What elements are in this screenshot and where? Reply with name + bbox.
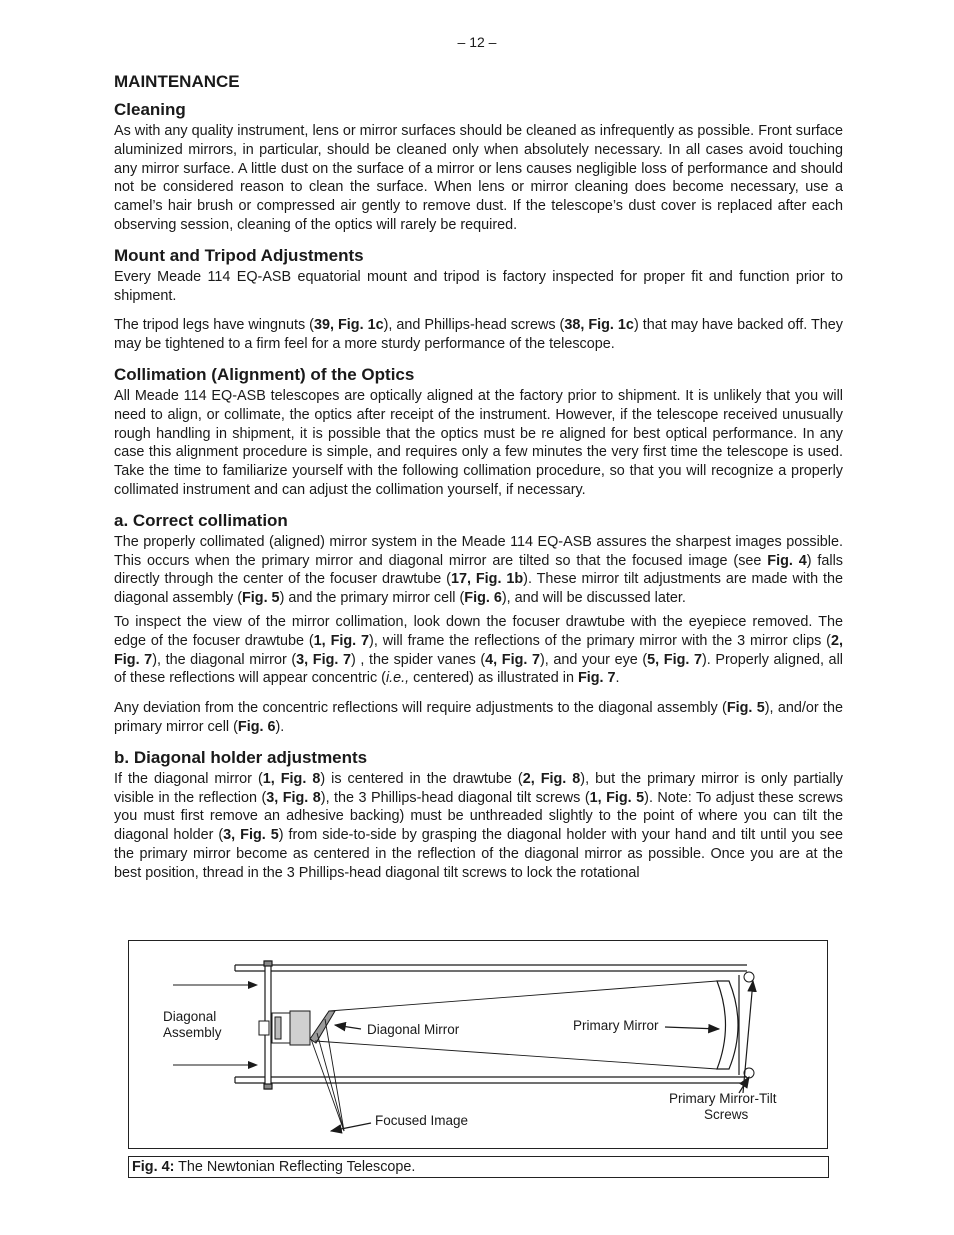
paragraph-diagonal: If the diagonal mirror (1, Fig. 8) is centered in the drawtube (2, Fig. 8), but the primary mirror is only partially visible in the reflection (3, Fig. 8), the 3 Phillips-head diagonal tilt screws (1, Fig. 5). Note: To adjust these screws you must first remove an adhesive backing) must be unthreaded slightly to the point of where you can tilt the diagonal holder (3, Fig. 5) from side-to-side by grasping the diagonal holder with your hand and tilt until you see the primary mirror become as centered in the reflection of the diagonal mirror as possible. Once you are at the best position, thread in the 3 Phillips-head diagonal tilt screws to lock the rotational bbox=[114, 770, 843, 881]
page-number: – 12 – bbox=[457, 34, 497, 50]
label-pointers bbox=[331, 981, 753, 1131]
label-tilt-screws-2: Screws bbox=[704, 1107, 749, 1122]
tube-top-wall bbox=[235, 965, 747, 971]
paragraph-collimation: All Meade 114 EQ-ASB telescopes are optically aligned at the factory prior to shipment. It is unlikely that you will need to align, or collimate, the optics after receipt of the instrument. However, if the telescope received unusually rough handling in shipment, it is possible that the optics must be re aligned for best optical performance. In any case this alignment procedure is simple, and requires only a few minutes the very first time the telescope is used. Take the time to familiarize yourself with the following collimation procedure, so that you will recognize a properly collimated instrument and can adjust the collimation yourself, if necessary. bbox=[114, 387, 843, 498]
label-tilt-screws-1: Primary Mirror-Tilt bbox=[669, 1091, 777, 1106]
label-primary-mirror: Primary Mirror bbox=[573, 1018, 659, 1033]
paragraph-cleaning: As with any quality instrument, lens or mirror surfaces should be cleaned as infrequently as possible. Front surface aluminized mirrors, in particular, should be cleaned only when absolutely necessary. In all cases avoid touching any mirror surface. A little dust on the surface of a mirror or lens causes negligible loss of performance and should not be considered reason to clean the surface. When lens or mirror cleaning does become necessary, use a camel’s hair brush or compressed air gently to remove dust. If the telescope’s dust cover is replaced after each observing session, cleaning of the optics will rarely be required. bbox=[114, 123, 843, 233]
paragraph-correct-3: Any deviation from the concentric reflections will require adjustments to the diagonal assembly (Fig. 5), and/or the primary mirror cell (Fig. 6). bbox=[114, 700, 843, 735]
heading-collimation: Collimation (Alignment) of the Optics bbox=[114, 364, 415, 384]
label-focused-image: Focused Image bbox=[375, 1113, 469, 1128]
page-title: MAINTENANCE bbox=[114, 72, 240, 91]
figure-4-box bbox=[128, 940, 828, 1149]
primary-mirror bbox=[717, 975, 739, 1075]
newtonian-telescope-diagram bbox=[129, 941, 827, 1148]
paragraph-correct-2: To inspect the view of the mirror collimation, look down the focuser drawtube with the eyepiece removed. The edge of the focuser drawtube (1, Fig. 7), will frame the reflections of the primary mirror with the 3 mirror clips (2, Fig. 7), the diagonal mirror (3, Fig. 7) , the spider vanes (4, Fig. 7), and your eye (5, Fig. 7). Properly aligned, all of these reflections will appear concentric (i.e., centered) as illustrated in Fig. 7. bbox=[114, 613, 843, 687]
heading-diagonal-holder: b. Diagonal holder adjustments bbox=[114, 747, 368, 767]
label-diagonal-assembly-1: Diagonal bbox=[163, 1009, 217, 1024]
diagonal-mirror bbox=[310, 1011, 335, 1043]
tube-bottom-wall bbox=[235, 1077, 747, 1083]
page-content bbox=[114, 72, 843, 894]
reflected-light-rays bbox=[311, 981, 717, 1131]
heading-mount: Mount and Tripod Adjustments bbox=[114, 245, 364, 265]
paragraph-correct-1: The properly collimated (aligned) mirror system in the Meade 114 EQ-ASB assures the sharpest images possible. This occurs when the primary mirror and diagonal mirror are tilted so that the focused image (see Fig. 4) falls directly through the center of the focuser drawtube (17, Fig. 1b). These mirror tilt adjustments are made with the diagonal assembly (Fig. 5) and the primary mirror cell (Fig. 6), and will be discussed later. bbox=[114, 533, 843, 607]
heading-correct-collimation: a. Correct collimation bbox=[114, 510, 288, 530]
label-diagonal-mirror: Diagonal Mirror bbox=[367, 1022, 460, 1037]
paragraph-mount-1: Every Meade 114 EQ-ASB equatorial mount and tripod is factory inspected for proper fit and function prior to shipment. bbox=[114, 268, 843, 304]
heading-cleaning: Cleaning bbox=[114, 100, 186, 119]
figure-4-caption: Fig. 4: The Newtonian Reflecting Telescope. bbox=[128, 1156, 829, 1178]
paragraph-mount-2: The tripod legs have wingnuts (39, Fig. 1c), and Phillips-head screws (38, Fig. 1c) that may have backed off. They may be tightened to a firm feel for a more sturdy performance of the telescope. bbox=[114, 317, 843, 353]
label-diagonal-assembly-2: Assembly bbox=[163, 1025, 222, 1040]
